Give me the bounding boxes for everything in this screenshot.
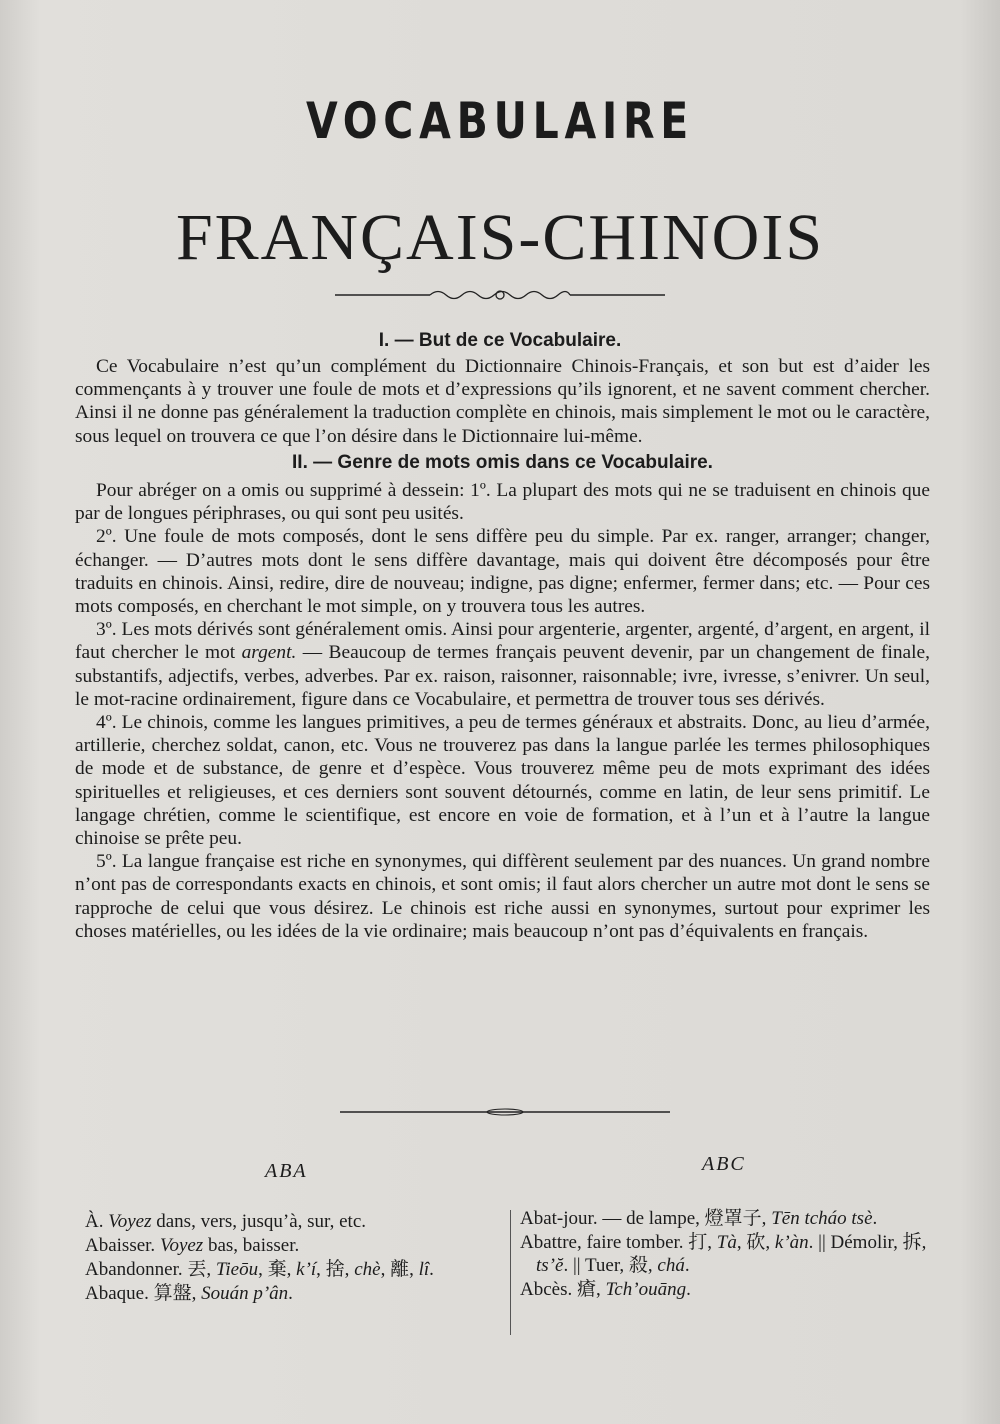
entry-abattre: Abattre, faire tomber. 打, Tà, 砍, k’àn. || Démolir, 拆, ts’ĕ. || Tuer, 殺, chá. <box>520 1232 927 1276</box>
ornamental-rule-top <box>335 285 665 305</box>
column-divider <box>510 1210 511 1335</box>
right-column <box>520 1207 940 1302</box>
title-francais-chinois: FRANÇAIS-CHINOIS <box>175 201 825 274</box>
body-text <box>75 355 930 943</box>
left-column <box>85 1210 500 1306</box>
paragraph: 5º. La langue française est riche en synonymes, qui diffèrent seulement par des nuances. Un grand nombre n’ont pas de correspondants exacts en chinois, et sont omis; il faut alors chercher un autre mot dont le sens se rapproche de celui que vous désirez. Le chinois est riche aussi en synonymes, surtout pour exprimer les choses matérielles, ou les idées de la vie ordinaire; mais beaucoup n’ont pas d’équivalents en français. <box>75 851 930 942</box>
entry-abat-jour: Abat-jour. — de lampe, 燈罩子, Tēn tcháo tsè. <box>520 1208 878 1229</box>
section-heading-but: I. — But de ce Vocabulaire. <box>378 330 622 351</box>
paragraph: Ce Vocabulaire n’est qu’un complément du Dictionnaire Chinois-Français, et son but est d’aider les commençants à y trouver une foule de mots et d’expressions qu’ils ignorent, et ne savent comment chercher. Ainsi il ne donne pas généralement la traduction complète en chinois, mais simplement le mot ou le caractère, sous lequel on trouvera ce que l’on désire dans le Dictionnaire lui-même. <box>75 356 930 447</box>
entry-abaque: Abaque. 算盤, Souán p’ân. <box>85 1283 293 1304</box>
paragraph: 4º. Le chinois, comme les langues primitives, a peu de termes généraux et abstraits. Donc, au lieu d’armée, artillerie, cherchez soldat, canon, etc. Vous ne trouverez pas dans la langue parlée les termes philosophiques de mode et de substance, de genre et d’espèce. Vous trouverez même peu de mots exprimant des idées spirituelles et religieuses, et ces derniers sont souvent détournés, comme en latin, de leur sens primitif. Le langage chrétien, comme le scientifique, est encore en voie de formation, et à l’un et à l’autre la langue chinoise se prête peu. <box>75 712 930 850</box>
paragraph: 2º. Une foule de mots composés, dont le sens diffère peu du simple. Par ex. ranger, arranger; changer, échanger. — D’autres mots dont le sens diffère davantage, mais qui doivent être décomposés pour être traduits en chinois. Ainsi, redire, dire de nouveau; indigne, pas digne; enfermer, fermer dans; etc. — Pour ces mots composés, en cherchant le mot simple, on y trouvera tous les autres. <box>75 526 930 618</box>
ornamental-rule-bottom <box>340 1105 670 1119</box>
column-head-abc: ABC <box>702 1153 746 1175</box>
paragraph: Pour abréger on a omis ou supprimé à dessein: 1º. La plupart des mots qui ne se traduisent en chinois que par de longues périphrases, ou qui sont peu usités. <box>75 480 930 525</box>
entry-a: À. Voyez dans, vers, jusqu’à, sur, etc. <box>85 1211 367 1232</box>
title-vocabulaire: VOCABULAIRE <box>305 92 695 150</box>
entry-abces: Abcès. 瘡, Tch’ouāng. <box>520 1279 691 1300</box>
column-head-aba: ABA <box>265 1160 308 1182</box>
entry-abaisser: Abaisser. Voyez bas, baisser. <box>85 1235 300 1256</box>
entry-abandonner: Abandonner. 丟, Tieōu, 棄, k’í, 捨, chè, 離, lî. <box>85 1259 434 1280</box>
section-heading-genre: II. — Genre de mots omis dans ce Vocabulaire. <box>292 451 713 473</box>
paragraph: 3º. Les mots dérivés sont généralement omis. Ainsi pour argenterie, argenter, argenté, d’argent, en argent, il faut chercher le mot argent. — Beaucoup de termes français peuvent devenir, par un changement de finale, substantifs, adjectifs, verbes, adverbes. Par ex. raison, raisonner, raisonnable; ivre, ivresse, s’enivrer. Un seul, le mot-racine ordinairement, figure dans ce Vocabulaire, et permettra de trouver tous ses dérivés. <box>75 619 930 710</box>
